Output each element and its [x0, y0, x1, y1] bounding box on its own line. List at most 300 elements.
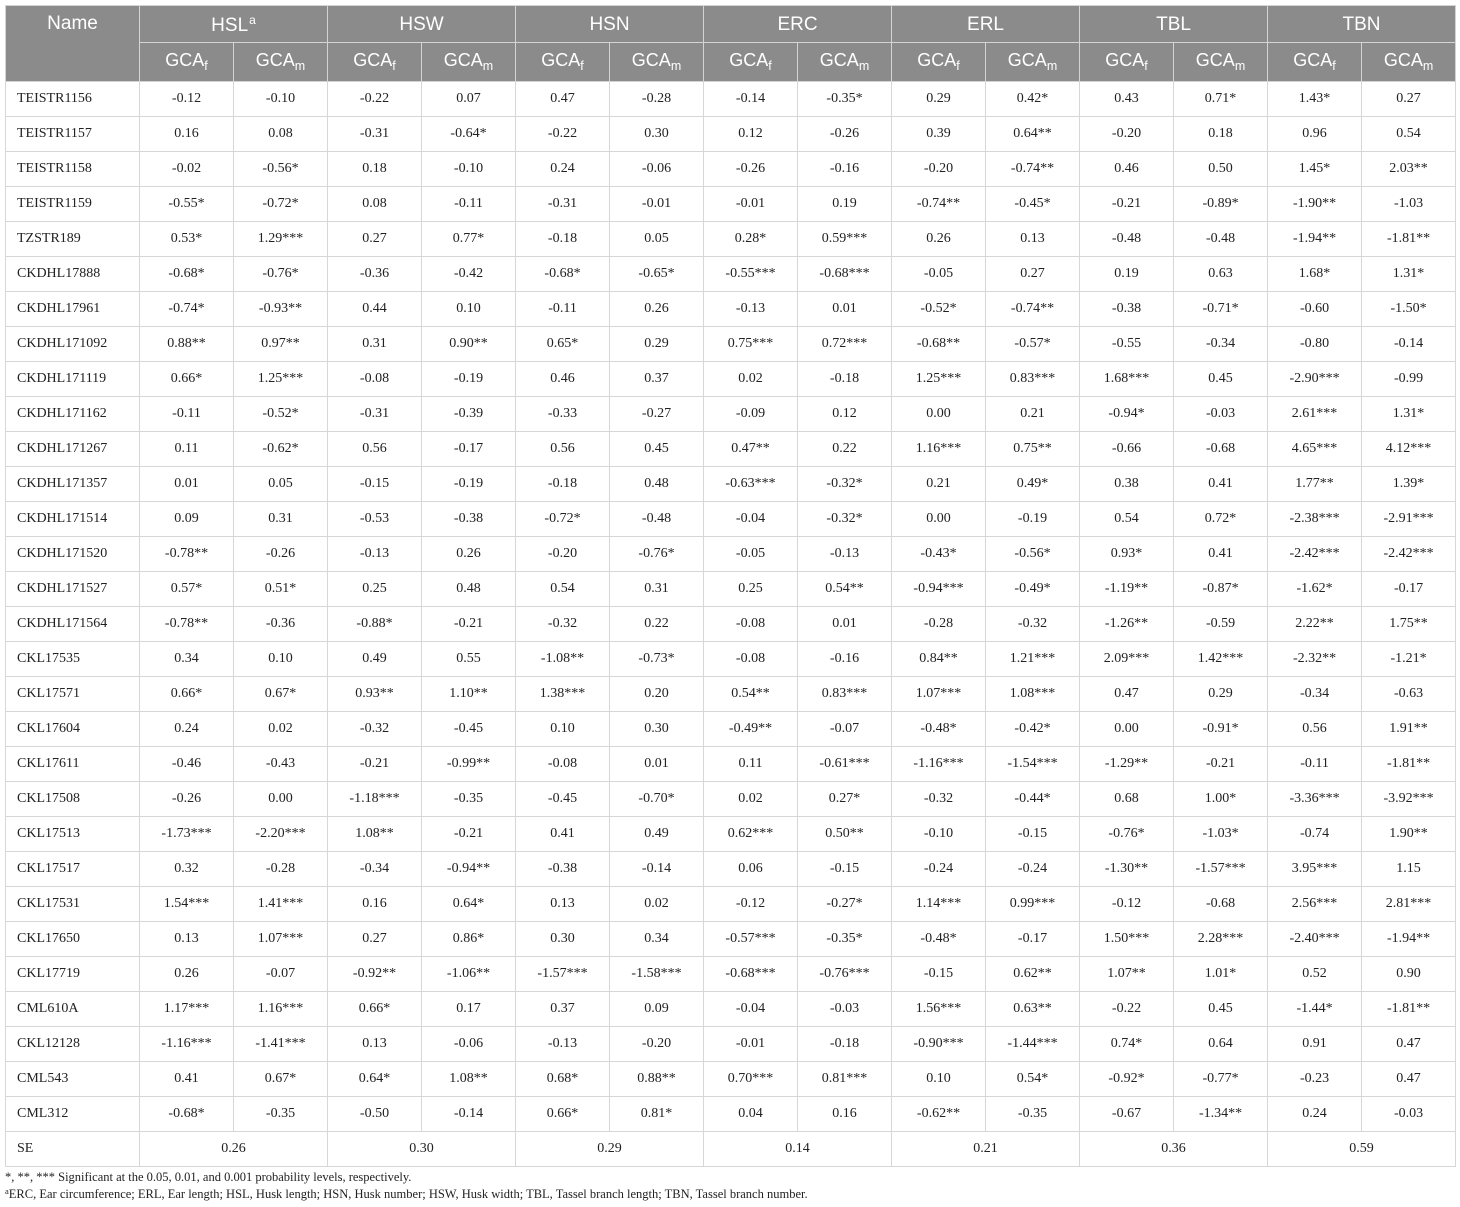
gca-value-cell: -0.35	[234, 1097, 328, 1132]
gca-value-cell: 0.97**	[234, 327, 328, 362]
trait-header	[516, 6, 704, 43]
gca-base: GCA	[165, 50, 205, 71]
gca-value-cell: 0.66*	[140, 677, 234, 712]
gca-value-cell: 1.15	[1362, 852, 1456, 887]
gca-value-cell: -0.20	[516, 537, 610, 572]
gca-value-cell: 0.26	[610, 292, 704, 327]
gca-value-cell: -0.17	[422, 432, 516, 467]
table-header	[6, 6, 1456, 82]
gca-value-cell: 0.37	[610, 362, 704, 397]
gca-value-cell: 0.54*	[986, 1062, 1080, 1097]
gca-value-cell: 0.25	[704, 572, 798, 607]
gca-value-cell: -0.74**	[986, 152, 1080, 187]
gca-value-cell: -0.45	[422, 712, 516, 747]
gca-value-cell: 0.44	[328, 292, 422, 327]
gca-value-cell: -0.12	[704, 887, 798, 922]
gca-value-cell: 1.31*	[1362, 257, 1456, 292]
gca-value-cell: -0.68**	[892, 327, 986, 362]
table-row	[6, 1097, 1456, 1132]
gca-value-cell: 0.18	[328, 152, 422, 187]
line-name-cell: CKL17513	[6, 817, 140, 852]
gca-value-cell: 1.00*	[1174, 782, 1268, 817]
gca-value-cell: 0.31	[234, 502, 328, 537]
gca-value-cell: 0.56	[1268, 712, 1362, 747]
gca-value-cell: -2.91***	[1362, 502, 1456, 537]
gca-value-cell: -0.34	[1268, 677, 1362, 712]
gca-value-cell: -0.17	[1362, 572, 1456, 607]
gca-value-cell: -0.32	[986, 607, 1080, 642]
gca-value-cell: 0.01	[610, 747, 704, 782]
gca-value-cell: -0.11	[140, 397, 234, 432]
gca-value-cell: 0.16	[140, 117, 234, 152]
gca-value-cell: 0.54	[1362, 117, 1456, 152]
gca-value-cell: 4.12***	[1362, 432, 1456, 467]
gca-value-cell: -0.52*	[234, 397, 328, 432]
gca-value-cell: -0.20	[1080, 117, 1174, 152]
gca-value-cell: 0.56	[516, 432, 610, 467]
gca-value-cell: -0.39	[422, 397, 516, 432]
table-row	[6, 362, 1456, 397]
gca-value-cell: 0.24	[140, 712, 234, 747]
trait-label: TBN	[1342, 13, 1381, 35]
gca-value-cell: 0.47	[1080, 677, 1174, 712]
se-label-cell: SE	[6, 1132, 140, 1167]
gca-value-cell: -0.18	[516, 222, 610, 257]
gca-value-cell: 0.20	[610, 677, 704, 712]
se-value-cell: 0.26	[140, 1132, 328, 1167]
gca-value-cell: 0.54**	[704, 677, 798, 712]
gca-value-cell: -0.63	[1362, 677, 1456, 712]
gca-value-cell: 0.09	[140, 502, 234, 537]
gca-value-cell: 0.90	[1362, 957, 1456, 992]
gca-value-cell: 1.42***	[1174, 642, 1268, 677]
table-row	[6, 957, 1456, 992]
gca-value-cell: -0.76***	[798, 957, 892, 992]
gca-value-cell: 0.01	[798, 292, 892, 327]
gca-value-cell: 2.56***	[1268, 887, 1362, 922]
gca-value-cell: -0.27	[610, 397, 704, 432]
gca-value-cell: -0.55	[1080, 327, 1174, 362]
gca-base: GCA	[631, 50, 671, 71]
gca-value-cell: -0.76*	[610, 537, 704, 572]
gca-value-cell: 0.52	[1268, 957, 1362, 992]
gca-value-cell: 0.54	[1080, 502, 1174, 537]
gca-value-cell: 0.13	[986, 222, 1080, 257]
line-name-cell: CKL17719	[6, 957, 140, 992]
se-value-cell: 0.36	[1080, 1132, 1268, 1167]
gca-value-cell: 1.91**	[1362, 712, 1456, 747]
gca-value-cell: -0.70*	[610, 782, 704, 817]
gca-value-cell: -1.94**	[1268, 222, 1362, 257]
gca-value-cell: 1.68***	[1080, 362, 1174, 397]
gca-value-cell: -1.16***	[140, 1027, 234, 1062]
gca-value-cell: 0.84**	[892, 642, 986, 677]
table-row	[6, 467, 1456, 502]
table-row	[6, 852, 1456, 887]
gca-value-cell: 0.47	[516, 82, 610, 117]
gca-value-cell: 1.90**	[1362, 817, 1456, 852]
line-name-cell: CKDHL171564	[6, 607, 140, 642]
gca-value-cell: 0.83***	[798, 677, 892, 712]
gca-value-cell: -1.90**	[1268, 187, 1362, 222]
gca-value-cell: -0.48	[1080, 222, 1174, 257]
gca-value-cell: -0.55***	[704, 257, 798, 292]
gca-value-cell: -0.19	[986, 502, 1080, 537]
gca-value-cell: -0.01	[704, 1027, 798, 1062]
line-name-cell: CKDHL171527	[6, 572, 140, 607]
line-name-cell: CML543	[6, 1062, 140, 1097]
gca-value-cell: 0.46	[516, 362, 610, 397]
trait-label: TBL	[1156, 13, 1191, 35]
gca-value-cell: -1.57***	[1174, 852, 1268, 887]
line-name-cell: TEISTR1159	[6, 187, 140, 222]
gca-value-cell: 0.13	[328, 1027, 422, 1062]
gca-value-cell: 0.64**	[986, 117, 1080, 152]
gca-value-cell: -0.48*	[892, 922, 986, 957]
gca-value-cell: -0.13	[516, 1027, 610, 1062]
gca-value-cell: 0.34	[140, 642, 234, 677]
gca-value-cell: -0.16	[798, 152, 892, 187]
gca-value-cell: -1.41***	[234, 1027, 328, 1062]
gca-value-cell: 0.75**	[986, 432, 1080, 467]
gca-value-cell: 1.16***	[234, 992, 328, 1027]
gca-subheader	[986, 43, 1080, 82]
gca-value-cell: -0.21	[422, 607, 516, 642]
gca-subheader	[516, 43, 610, 82]
line-name-cell: CKL17508	[6, 782, 140, 817]
gca-value-cell: -0.74	[1268, 817, 1362, 852]
gca-value-cell: 1.77**	[1268, 467, 1362, 502]
gca-table	[5, 5, 1456, 1167]
gca-base: GCA	[729, 50, 769, 71]
gca-subscript: f	[768, 59, 772, 74]
gca-value-cell: -0.44*	[986, 782, 1080, 817]
gca-value-cell: 0.90**	[422, 327, 516, 362]
gca-value-cell: 0.13	[516, 887, 610, 922]
se-value-cell: 0.59	[1268, 1132, 1456, 1167]
gca-value-cell: 0.41	[516, 817, 610, 852]
gca-value-cell: 0.50	[1174, 152, 1268, 187]
gca-base: GCA	[1007, 50, 1047, 71]
line-name-cell: CKDHL171092	[6, 327, 140, 362]
gca-value-cell: -0.32	[892, 782, 986, 817]
gca-subscript: f	[956, 59, 960, 74]
gca-value-cell: 0.48	[422, 572, 516, 607]
gca-subscript: m	[670, 59, 682, 74]
gca-value-cell: 0.53*	[140, 222, 234, 257]
gca-value-cell: 0.68	[1080, 782, 1174, 817]
gca-value-cell: -0.26	[704, 152, 798, 187]
gca-value-cell: -0.35	[986, 1097, 1080, 1132]
table-row	[6, 572, 1456, 607]
gca-value-cell: 0.50**	[798, 817, 892, 852]
gca-value-cell: 0.74*	[1080, 1027, 1174, 1062]
gca-subheader	[140, 43, 234, 82]
gca-value-cell: -0.91*	[1174, 712, 1268, 747]
gca-value-cell: -0.68*	[140, 1097, 234, 1132]
gca-value-cell: -0.92*	[1080, 1062, 1174, 1097]
gca-value-cell: -0.08	[704, 607, 798, 642]
gca-value-cell: 0.59***	[798, 222, 892, 257]
gca-subscript: m	[1046, 59, 1058, 74]
table-row	[6, 1027, 1456, 1062]
gca-value-cell: -0.15	[986, 817, 1080, 852]
gca-value-cell: 1.25***	[892, 362, 986, 397]
gca-value-cell: 0.10	[422, 292, 516, 327]
gca-base: GCA	[1195, 50, 1235, 71]
line-name-cell: CKL17517	[6, 852, 140, 887]
gca-value-cell: -0.35*	[798, 922, 892, 957]
gca-value-cell: 1.14***	[892, 887, 986, 922]
gca-value-cell: 0.11	[140, 432, 234, 467]
gca-value-cell: 0.56	[328, 432, 422, 467]
se-value-cell: 0.21	[892, 1132, 1080, 1167]
gca-value-cell: 1.08**	[328, 817, 422, 852]
gca-value-cell: -0.32	[328, 712, 422, 747]
gca-value-cell: -0.99**	[422, 747, 516, 782]
gca-value-cell: -2.32**	[1268, 642, 1362, 677]
gca-value-cell: -0.68	[1174, 887, 1268, 922]
gca-value-cell: -1.81**	[1362, 222, 1456, 257]
gca-value-cell: -0.04	[704, 502, 798, 537]
gca-value-cell: -0.35*	[798, 82, 892, 117]
gca-value-cell: 0.45	[1174, 362, 1268, 397]
gca-value-cell: -0.57*	[986, 327, 1080, 362]
gca-value-cell: 0.27	[1362, 82, 1456, 117]
gca-value-cell: -0.08	[328, 362, 422, 397]
gca-value-cell: 2.28***	[1174, 922, 1268, 957]
gca-value-cell: 0.10	[234, 642, 328, 677]
se-value-cell: 0.14	[704, 1132, 892, 1167]
table-row	[6, 537, 1456, 572]
gca-value-cell: -0.34	[328, 852, 422, 887]
gca-subscript: f	[580, 59, 584, 74]
table-row	[6, 187, 1456, 222]
gca-value-cell: 0.26	[892, 222, 986, 257]
table-row	[6, 607, 1456, 642]
gca-value-cell: 0.24	[516, 152, 610, 187]
gca-value-cell: -0.52*	[892, 292, 986, 327]
gca-value-cell: 2.61***	[1268, 397, 1362, 432]
gca-value-cell: 1.31*	[1362, 397, 1456, 432]
gca-value-cell: 0.30	[610, 117, 704, 152]
gca-value-cell: 0.41	[1174, 537, 1268, 572]
gca-value-cell: 2.22**	[1268, 607, 1362, 642]
gca-value-cell: -0.24	[986, 852, 1080, 887]
line-name-cell: CKDHL171514	[6, 502, 140, 537]
gca-value-cell: 3.95***	[1268, 852, 1362, 887]
gca-value-cell: 0.77*	[422, 222, 516, 257]
gca-value-cell: 0.72*	[1174, 502, 1268, 537]
line-name-cell: CKL12128	[6, 1027, 140, 1062]
gca-value-cell: 0.01	[140, 467, 234, 502]
gca-value-cell: -0.09	[704, 397, 798, 432]
line-name-cell: TEISTR1158	[6, 152, 140, 187]
gca-value-cell: -0.49**	[704, 712, 798, 747]
gca-value-cell: 0.27	[328, 222, 422, 257]
gca-value-cell: 0.02	[704, 362, 798, 397]
gca-base: GCA	[255, 50, 295, 71]
gca-value-cell: -2.42***	[1268, 537, 1362, 572]
gca-value-cell: 0.75***	[704, 327, 798, 362]
gca-value-cell: 0.72***	[798, 327, 892, 362]
table-row	[6, 887, 1456, 922]
gca-value-cell: -1.21*	[1362, 642, 1456, 677]
gca-value-cell: 0.34	[610, 922, 704, 957]
table-row	[6, 677, 1456, 712]
gca-value-cell: -0.28	[234, 852, 328, 887]
gca-value-cell: 0.06	[704, 852, 798, 887]
gca-value-cell: 0.41	[1174, 467, 1268, 502]
gca-value-cell: 0.26	[140, 957, 234, 992]
gca-value-cell: -0.08	[704, 642, 798, 677]
gca-value-cell: 0.30	[610, 712, 704, 747]
gca-value-cell: -0.68***	[704, 957, 798, 992]
line-name-cell: CKDHL17888	[6, 257, 140, 292]
table-row	[6, 502, 1456, 537]
gca-subscript: f	[1332, 59, 1336, 74]
gca-value-cell: 0.66*	[516, 1097, 610, 1132]
gca-value-cell: -0.21	[1080, 187, 1174, 222]
gca-base: GCA	[353, 50, 393, 71]
gca-value-cell: -0.13	[328, 537, 422, 572]
table-row	[6, 82, 1456, 117]
gca-value-cell: -0.48	[1174, 222, 1268, 257]
trait-header	[140, 6, 328, 43]
table-body	[6, 82, 1456, 1167]
gca-value-cell: -0.74*	[140, 292, 234, 327]
gca-value-cell: -1.26**	[1080, 607, 1174, 642]
trait-footnote-marker: a	[249, 12, 256, 27]
gca-value-cell: 1.21***	[986, 642, 1080, 677]
gca-value-cell: -0.53	[328, 502, 422, 537]
gca-value-cell: -2.38***	[1268, 502, 1362, 537]
gca-value-cell: -0.28	[610, 82, 704, 117]
gca-value-cell: -0.15	[798, 852, 892, 887]
gca-value-cell: 0.49	[610, 817, 704, 852]
gca-value-cell: 1.75**	[1362, 607, 1456, 642]
gca-value-cell: -0.12	[1080, 887, 1174, 922]
gca-value-cell: -0.22	[516, 117, 610, 152]
se-value-cell: 0.30	[328, 1132, 516, 1167]
gca-value-cell: -0.62**	[892, 1097, 986, 1132]
gca-value-cell: -1.29**	[1080, 747, 1174, 782]
gca-subscript: m	[1422, 59, 1434, 74]
gca-subscript: f	[204, 59, 208, 74]
gca-value-cell: -0.03	[798, 992, 892, 1027]
gca-value-cell: 1.16***	[892, 432, 986, 467]
gca-value-cell: -0.48	[610, 502, 704, 537]
gca-value-cell: -2.90***	[1268, 362, 1362, 397]
gca-value-cell: 0.10	[516, 712, 610, 747]
gca-value-cell: 0.16	[328, 887, 422, 922]
gca-subscript: m	[482, 59, 494, 74]
gca-value-cell: -0.32*	[798, 467, 892, 502]
table-row	[6, 257, 1456, 292]
gca-value-cell: -0.15	[328, 467, 422, 502]
gca-subheader	[704, 43, 798, 82]
line-name-cell: CKL17535	[6, 642, 140, 677]
gca-value-cell: 4.65***	[1268, 432, 1362, 467]
gca-value-cell: -0.31	[328, 397, 422, 432]
gca-value-cell: -1.73***	[140, 817, 234, 852]
gca-value-cell: 0.10	[892, 1062, 986, 1097]
gca-value-cell: -0.87*	[1174, 572, 1268, 607]
gca-value-cell: -0.36	[328, 257, 422, 292]
line-name-cell: CKL17611	[6, 747, 140, 782]
gca-value-cell: -1.30**	[1080, 852, 1174, 887]
gca-value-cell: -0.57***	[704, 922, 798, 957]
gca-value-cell: -0.24	[892, 852, 986, 887]
gca-value-cell: 0.62**	[986, 957, 1080, 992]
gca-value-cell: -0.13	[704, 292, 798, 327]
gca-value-cell: -0.10	[892, 817, 986, 852]
gca-value-cell: 0.00	[234, 782, 328, 817]
gca-value-cell: -0.11	[516, 292, 610, 327]
table-row	[6, 432, 1456, 467]
gca-value-cell: 0.86*	[422, 922, 516, 957]
gca-value-cell: -0.46	[140, 747, 234, 782]
trait-header	[1268, 6, 1456, 43]
gca-value-cell: 0.54	[516, 572, 610, 607]
gca-value-cell: -0.20	[610, 1027, 704, 1062]
gca-value-cell: -0.76*	[234, 257, 328, 292]
gca-value-cell: 1.29***	[234, 222, 328, 257]
gca-value-cell: 0.19	[798, 187, 892, 222]
gca-value-cell: 0.57*	[140, 572, 234, 607]
table-row	[6, 992, 1456, 1027]
gca-value-cell: -0.56*	[234, 152, 328, 187]
gca-value-cell: -3.92***	[1362, 782, 1456, 817]
gca-value-cell: -0.21	[422, 817, 516, 852]
footnote-abbreviations	[5, 1186, 1455, 1203]
gca-value-cell: -1.81**	[1362, 747, 1456, 782]
gca-value-cell: -0.63***	[704, 467, 798, 502]
gca-value-cell: 0.45	[610, 432, 704, 467]
gca-value-cell: -0.56*	[986, 537, 1080, 572]
gca-value-cell: -0.94***	[892, 572, 986, 607]
gca-value-cell: -1.06**	[422, 957, 516, 992]
table-row	[6, 747, 1456, 782]
gca-value-cell: -0.35	[422, 782, 516, 817]
gca-value-cell: 0.00	[892, 502, 986, 537]
gca-value-cell: 0.02	[610, 887, 704, 922]
gca-value-cell: 0.55	[422, 642, 516, 677]
gca-value-cell: 0.29	[610, 327, 704, 362]
gca-subscript: m	[294, 59, 306, 74]
gca-value-cell: 0.71*	[1174, 82, 1268, 117]
gca-value-cell: -0.61***	[798, 747, 892, 782]
gca-value-cell: 0.32	[140, 852, 234, 887]
gca-value-cell: -0.65*	[610, 257, 704, 292]
gca-value-cell: -0.68	[1174, 432, 1268, 467]
line-name-cell: CKDHL171267	[6, 432, 140, 467]
footnote-abbreviations-text: ERC, Ear circumference; ERL, Ear length; HSL, Husk length; HSN, Husk number; HSW, Husk width; TBL, Tassel branch length; TBN, Tassel branch number.	[8, 1187, 808, 1201]
gca-subscript: f	[1144, 59, 1148, 74]
gca-subscript: m	[858, 59, 870, 74]
gca-value-cell: 0.93*	[1080, 537, 1174, 572]
trait-header	[1080, 6, 1268, 43]
gca-value-cell: 0.38	[1080, 467, 1174, 502]
gca-value-cell: -0.03	[1362, 1097, 1456, 1132]
gca-value-cell: -0.27*	[798, 887, 892, 922]
gca-subheader	[422, 43, 516, 82]
gca-base: GCA	[1105, 50, 1145, 71]
gca-value-cell: -0.48*	[892, 712, 986, 747]
gca-value-cell: 0.22	[610, 607, 704, 642]
gca-value-cell: 1.54***	[140, 887, 234, 922]
trait-label: HSW	[399, 13, 444, 35]
